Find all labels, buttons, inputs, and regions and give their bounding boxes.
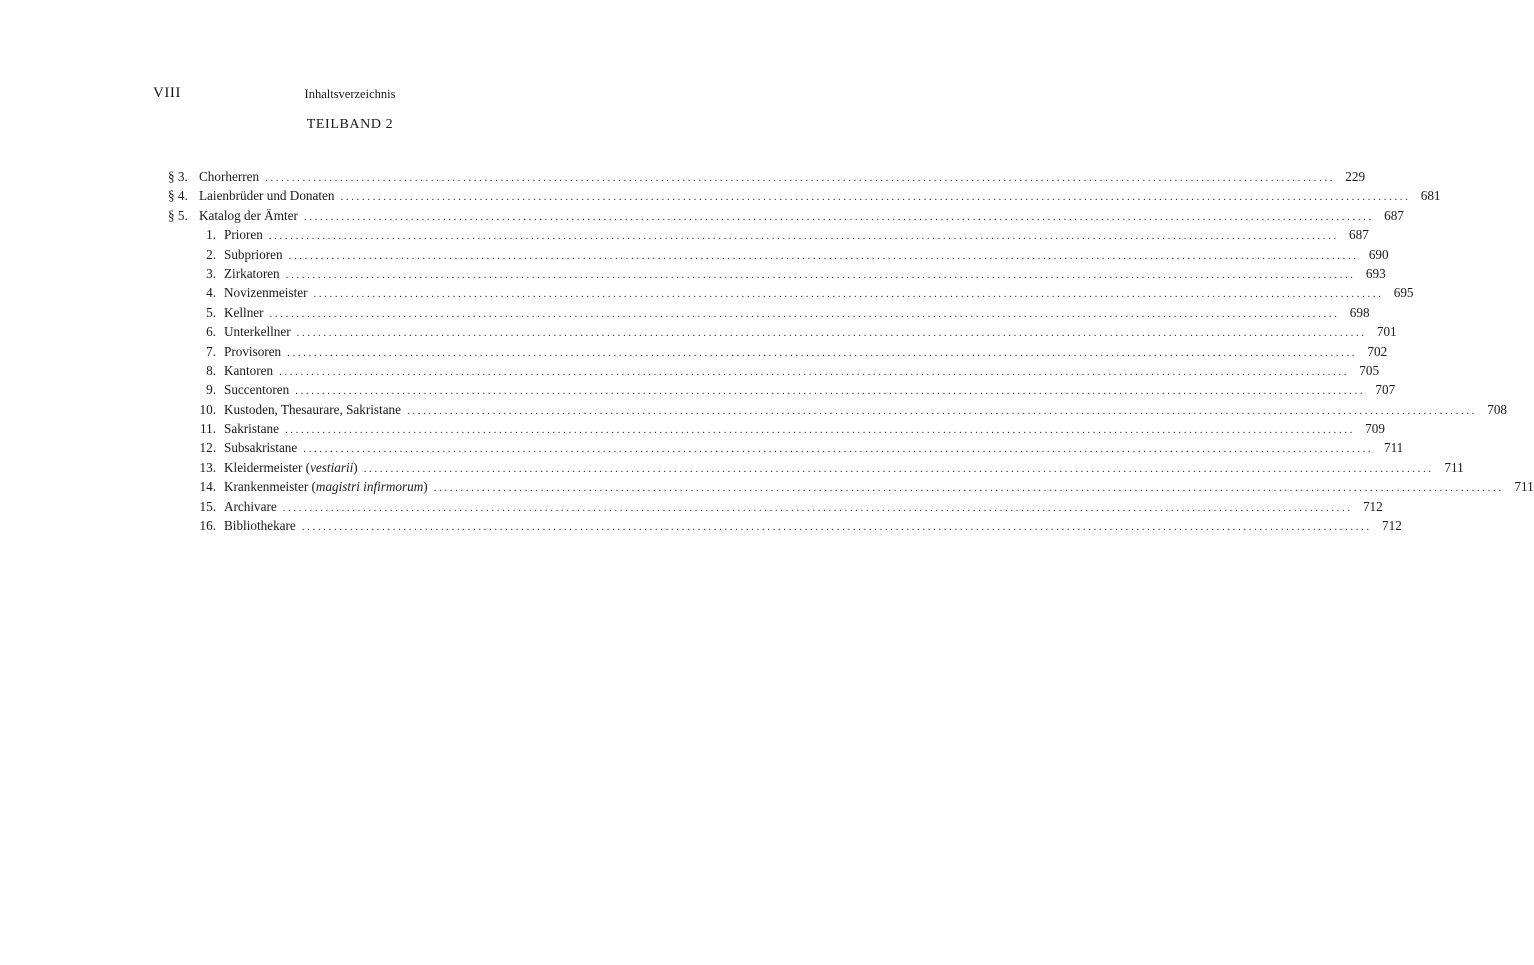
part-title: TEILBAND 2 [306, 117, 394, 132]
toc-entry-number: 15. [199, 498, 216, 514]
toc-entry-title: Laienbrüder und Donaten [199, 188, 335, 204]
dot-leader: ........................................................................................................................................................................................................ [279, 365, 1350, 378]
dot-leader: ........................................................................................................................................................................................................ [268, 230, 1339, 243]
toc-entry-page: 229 [1345, 169, 1366, 184]
dot-leader: ........................................................................................................................................................................................................ [303, 443, 1374, 456]
dot-leader: ........................................................................................................................................................................................................ [295, 385, 1366, 398]
toc-entry-page: 681 [1420, 188, 1441, 204]
toc-entry-number: 10. [199, 401, 216, 417]
toc-entry-title: Kellner [224, 304, 264, 320]
toc-entry-page: 711 [1383, 440, 1404, 456]
toc-entry-title: Subprioren [224, 246, 283, 262]
toc-entry-number: 6. [206, 324, 216, 340]
toc-entry[interactable] [168, 421, 1385, 440]
toc-entry-number: 16. [199, 518, 216, 534]
toc-entry-title: Prioren [224, 227, 263, 243]
toc-entry-page: 695 [1393, 285, 1414, 301]
toc-entry[interactable] [168, 265, 1386, 285]
toc-entry-title-italic: magistri infirmorum [315, 479, 424, 495]
toc-entry-title: Zirkatoren [224, 265, 280, 281]
toc-entry-title: Kleidermeister (vestiarii) [224, 459, 358, 475]
toc-entry[interactable] [168, 207, 1404, 227]
toc-entry-page: 693 [1365, 265, 1386, 281]
toc-entry-number: 13. [199, 459, 216, 475]
toc-entry-number: 5. [206, 304, 216, 320]
toc-entry-page: 687 [1349, 227, 1369, 243]
dot-leader: ........................................................................................................................................................................................................ [407, 404, 1478, 417]
toc-entry-number: 3. [206, 265, 216, 281]
toc-entry-page: 711 [1514, 479, 1534, 495]
toc-entry-number: § 4. [168, 188, 188, 204]
toc-entry[interactable] [168, 227, 1369, 246]
toc-entry[interactable] [168, 188, 1441, 207]
dot-leader: ........................................................................................................................................................................................................ [265, 172, 1336, 184]
toc-entry[interactable] [168, 382, 1396, 401]
dot-leader: ........................................................................................................................................................................................................ [363, 462, 1434, 475]
toc-entry-page: 712 [1382, 518, 1402, 534]
toc-entry[interactable] [168, 343, 1388, 363]
toc-entry-title: Krankenmeister (magistri infirmorum) [224, 479, 428, 495]
toc-entry-number: 2. [206, 246, 216, 262]
dot-leader: ........................................................................................................................................................................................................ [296, 327, 1367, 340]
toc-entry-number: 11. [200, 421, 216, 437]
toc-entry-number: 7. [206, 343, 216, 359]
toc-entry[interactable] [168, 498, 1383, 518]
toc-entry-page: 711 [1444, 459, 1464, 475]
toc-entry[interactable] [168, 169, 1366, 188]
dot-leader: ........................................................................................................................................................................................................ [282, 501, 1353, 514]
toc-entry-title: Novizenmeister [224, 285, 308, 301]
toc-entry-title: Succentoren [224, 382, 290, 398]
dot-leader: ........................................................................................................................................................................................................ [340, 191, 1411, 204]
toc-entry-page: 705 [1359, 362, 1380, 378]
toc-entry-number: 1. [206, 227, 216, 243]
dot-leader: ........................................................................................................................................................................................................ [301, 521, 1372, 534]
toc-entry[interactable] [168, 459, 1464, 479]
dot-leader: ........................................................................................................................................................................................................ [303, 210, 1374, 223]
dot-leader: ........................................................................................................................................................................................................ [433, 482, 1504, 495]
toc-entry-title: Kantoren [224, 362, 274, 378]
toc-entry[interactable] [168, 440, 1404, 459]
page-number: VIII [153, 85, 181, 101]
toc-entry[interactable] [168, 362, 1380, 382]
toc-entry-page: 687 [1384, 207, 1404, 223]
toc-entry-page: 701 [1376, 324, 1397, 340]
running-head: Inhaltsverzeichnis [304, 87, 396, 101]
toc-entry-title: Subsakristane [224, 440, 298, 456]
toc-entry[interactable] [168, 479, 1534, 498]
toc-entry-number: 4. [206, 285, 216, 301]
toc-entry-number: § 3. [168, 169, 188, 184]
toc-entry-page: 690 [1368, 246, 1389, 262]
dot-leader: ........................................................................................................................................................................................................ [285, 268, 1356, 281]
dot-leader: ........................................................................................................................................................................................................ [287, 346, 1358, 359]
toc-entry-page: 702 [1367, 343, 1388, 359]
toc-entry-number: 8. [206, 362, 216, 378]
toc-entry[interactable] [168, 401, 1508, 421]
dot-leader: ........................................................................................................................................................................................................ [313, 288, 1384, 301]
dot-leader: ........................................................................................................................................................................................................ [288, 249, 1359, 262]
toc-entry[interactable] [168, 324, 1397, 343]
toc-entry-page: 712 [1362, 498, 1383, 514]
toc-entry[interactable] [168, 246, 1389, 266]
toc-entry-title: Sakristane [224, 421, 279, 437]
toc-entry-title: Provisoren [224, 343, 282, 359]
toc-entry[interactable] [168, 518, 1402, 537]
toc-entry-page: 707 [1375, 382, 1396, 398]
toc-entry-title: Kustoden, Thesaurare, Sakristane [224, 401, 402, 417]
toc-entry-page: 698 [1349, 304, 1370, 320]
toc-entry-title: Unterkellner [224, 324, 291, 340]
toc-entry-title-italic: vestiarii [310, 459, 354, 475]
toc-entry-number: 9. [206, 382, 216, 398]
toc-entry-title: Katalog der Ämter [199, 207, 298, 223]
toc-entry-page: 708 [1487, 401, 1508, 417]
toc-entry-number: 14. [199, 479, 216, 495]
table-of-contents [168, 169, 1534, 537]
toc-entry-number: 12. [199, 440, 216, 456]
toc-entry-number: § 5. [168, 207, 188, 223]
toc-entry[interactable] [168, 304, 1370, 324]
toc-entry-title: Chorherren [199, 169, 260, 184]
dot-leader: ........................................................................................................................................................................................................ [284, 424, 1355, 437]
toc-entry-page: 709 [1365, 421, 1385, 437]
dot-leader: ........................................................................................................................................................................................................ [269, 307, 1340, 320]
toc-entry-title: Archivare [224, 498, 277, 514]
toc-entry-title: Bibliothekare [224, 518, 296, 534]
toc-entry[interactable] [168, 285, 1414, 304]
